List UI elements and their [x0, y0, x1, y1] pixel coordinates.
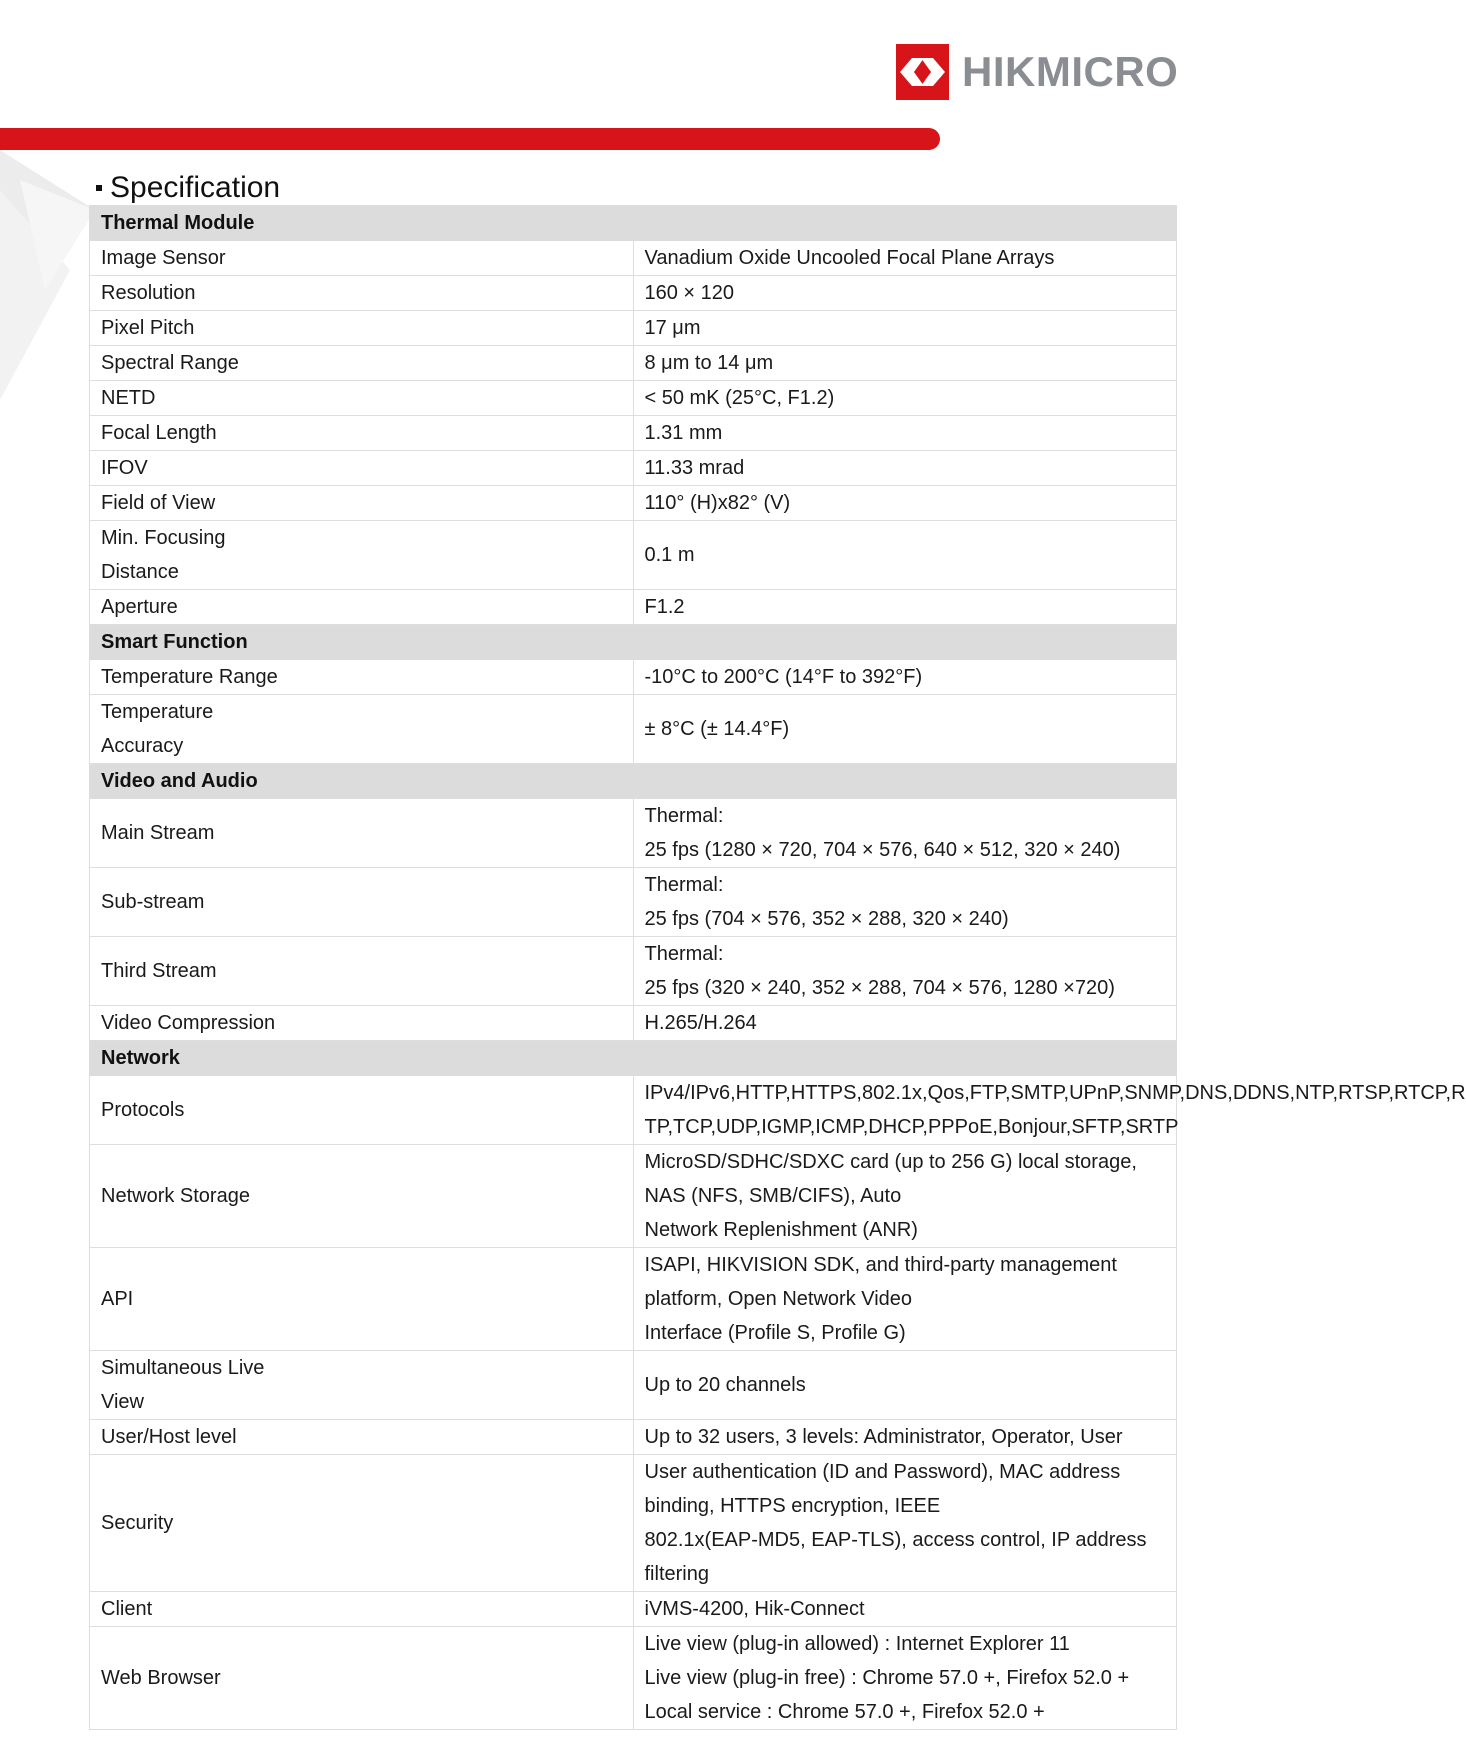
- spec-value-line: ISAPI, HIKVISION SDK, and third-party management platform, Open Network Video: [644, 1254, 1117, 1310]
- spec-label-line: Sub-stream: [101, 891, 205, 913]
- specification-table: [89, 205, 1466, 1730]
- spec-value-line: < 50 mK (25°C, F1.2): [644, 387, 835, 409]
- spec-value: [633, 381, 1177, 416]
- spec-value-line: Thermal:: [644, 943, 724, 965]
- spec-label-line: Protocols: [101, 1099, 185, 1121]
- spec-row: [90, 381, 1177, 416]
- spec-label-line: Focal Length: [101, 422, 217, 444]
- spec-value-line: TP,TCP,UDP,IGMP,ICMP,DHCP,PPPoE,Bonjour,SFTP,SRTP: [644, 1116, 1179, 1138]
- page-title-text: Specification: [110, 171, 281, 204]
- spec-label-line: Simultaneous Live: [101, 1357, 265, 1379]
- spec-label-line: NETD: [101, 387, 156, 409]
- spec-label: [90, 937, 634, 1006]
- spec-value-line: Local service : Chrome 57.0 +, Firefox 52.0 +: [644, 1701, 1045, 1723]
- spec-row: [90, 695, 1177, 764]
- spec-value: [633, 1351, 1177, 1420]
- spec-value: [633, 799, 1177, 868]
- section-header-row: [90, 1041, 1177, 1076]
- spec-label-line: Client: [101, 1598, 153, 1620]
- spec-label: [90, 660, 634, 695]
- spec-value-line: F1.2: [644, 596, 685, 618]
- spec-value-line: 0.1 m: [644, 544, 695, 566]
- spec-row: [90, 1420, 1177, 1455]
- spec-value: [633, 521, 1177, 590]
- spec-label: [90, 521, 634, 590]
- spec-value-line: Thermal:: [644, 874, 724, 896]
- spec-value-line: 160 × 120: [644, 282, 735, 304]
- section-title: Network: [90, 1041, 1177, 1076]
- spec-row: [90, 1145, 1177, 1248]
- spec-label: [90, 1145, 634, 1248]
- section-title: Thermal Module: [90, 206, 1177, 241]
- spec-label: [90, 1351, 634, 1420]
- spec-label: [90, 868, 634, 937]
- spec-label-line: User/Host level: [101, 1426, 237, 1448]
- spec-value: [633, 1420, 1177, 1455]
- spec-value: [633, 1627, 1177, 1730]
- spec-label: [90, 416, 634, 451]
- spec-value-line: Thermal:: [644, 805, 724, 827]
- spec-value-line: 802.1x(EAP-MD5, EAP-TLS), access control, IP address filtering: [644, 1529, 1147, 1585]
- spec-label: [90, 346, 634, 381]
- spec-value-line: 11.33 mrad: [644, 457, 745, 479]
- spec-row: [90, 451, 1177, 486]
- spec-row: [90, 1076, 1177, 1145]
- spec-value-line: 110° (H)x82° (V): [644, 492, 791, 514]
- section-title: Smart Function: [90, 625, 1177, 660]
- spec-value-line: Live view (plug-in free) : Chrome 57.0 +, Firefox 52.0 +: [644, 1667, 1130, 1689]
- spec-label-line: Spectral Range: [101, 352, 239, 374]
- spec-value: [633, 486, 1177, 521]
- spec-label-line: Temperature: [101, 701, 214, 723]
- spec-row: [90, 311, 1177, 346]
- spec-row: [90, 1351, 1177, 1420]
- spec-value: [633, 695, 1177, 764]
- decorative-triangles: [0, 150, 95, 400]
- spec-value-line: Up to 20 channels: [644, 1374, 806, 1396]
- spec-label-line: Image Sensor: [101, 247, 226, 269]
- spec-label: [90, 241, 634, 276]
- spec-label: [90, 1455, 634, 1592]
- spec-label-line: Web Browser: [101, 1667, 221, 1689]
- spec-value-line: iVMS-4200, Hik-Connect: [644, 1598, 865, 1620]
- spec-row: [90, 346, 1177, 381]
- spec-row: [90, 486, 1177, 521]
- spec-label: [90, 486, 634, 521]
- spec-row: [90, 1006, 1177, 1041]
- spec-label-line: Video Compression: [101, 1012, 276, 1034]
- spec-label-line: Network Storage: [101, 1185, 250, 1207]
- spec-row: [90, 868, 1177, 937]
- spec-value: [633, 1248, 1177, 1351]
- spec-value-line: 1.31 mm: [644, 422, 723, 444]
- spec-value-line: MicroSD/SDHC/SDXC card (up to 256 G) local storage, NAS (NFS, SMB/CIFS), Auto: [644, 1151, 1137, 1207]
- spec-label: [90, 1006, 634, 1041]
- spec-value: [633, 416, 1177, 451]
- spec-label-line: Resolution: [101, 282, 196, 304]
- spec-value-line: IPv4/IPv6,HTTP,HTTPS,802.1x,Qos,FTP,SMTP,UPnP,SNMP,DNS,DDNS,NTP,RTSP,RTCP,R: [644, 1082, 1466, 1104]
- spec-label-line: Accuracy: [101, 735, 184, 757]
- spec-value: [633, 346, 1177, 381]
- spec-label: [90, 1592, 634, 1627]
- bullet-icon: [96, 185, 102, 191]
- spec-value: [633, 937, 1177, 1006]
- section-header-row: [90, 625, 1177, 660]
- spec-label-line: Field of View: [101, 492, 216, 514]
- spec-row: [90, 1248, 1177, 1351]
- spec-value: [633, 1455, 1177, 1592]
- spec-label: [90, 1248, 634, 1351]
- spec-label: [90, 799, 634, 868]
- spec-value-line: ± 8°C (± 14.4°F): [644, 718, 790, 740]
- spec-row: [90, 1455, 1177, 1592]
- spec-value: [633, 451, 1177, 486]
- spec-value: [633, 868, 1177, 937]
- brand-name: HIKMICRO: [962, 48, 1179, 95]
- spec-label-line: View: [101, 1391, 144, 1413]
- spec-label: [90, 1076, 634, 1145]
- spec-label-line: Temperature Range: [101, 666, 278, 688]
- header-red-bar: [0, 128, 940, 150]
- spec-label: [90, 451, 634, 486]
- hikmicro-logo-icon: [896, 44, 949, 100]
- spec-value: [633, 660, 1177, 695]
- section-header-row: [90, 206, 1177, 241]
- brand-logo: [896, 44, 1178, 100]
- spec-value: [633, 1592, 1177, 1627]
- spec-label: [90, 695, 634, 764]
- spec-value: [633, 1076, 1466, 1145]
- spec-row: [90, 937, 1177, 1006]
- spec-value: [633, 590, 1177, 625]
- spec-label-line: Distance: [101, 561, 179, 583]
- spec-value-line: Network Replenishment (ANR): [644, 1219, 918, 1241]
- spec-value-line: Interface (Profile S, Profile G): [644, 1322, 906, 1344]
- spec-row: [90, 276, 1177, 311]
- section-header-row: [90, 764, 1177, 799]
- spec-value: [633, 311, 1177, 346]
- spec-label: [90, 381, 634, 416]
- spec-label-line: Aperture: [101, 596, 178, 618]
- spec-label-line: Min. Focusing: [101, 527, 226, 549]
- spec-value-line: -10°C to 200°C (14°F to 392°F): [644, 666, 923, 688]
- spec-row: [90, 799, 1177, 868]
- spec-label: [90, 1627, 634, 1730]
- spec-label-line: API: [101, 1288, 134, 1310]
- spec-row: [90, 1592, 1177, 1627]
- spec-row: [90, 660, 1177, 695]
- spec-label-line: Third Stream: [101, 960, 217, 982]
- spec-value-line: 17 μm: [644, 317, 701, 339]
- spec-label: [90, 1420, 634, 1455]
- spec-value-line: 8 μm to 14 μm: [644, 352, 774, 374]
- spec-value-line: 25 fps (704 × 576, 352 × 288, 320 × 240): [644, 908, 1009, 930]
- spec-label: [90, 311, 634, 346]
- spec-value-line: Up to 32 users, 3 levels: Administrator, Operator, User: [644, 1426, 1123, 1448]
- spec-value: [633, 1145, 1177, 1248]
- spec-value-line: Vanadium Oxide Uncooled Focal Plane Arrays: [644, 247, 1055, 269]
- spec-row: [90, 590, 1177, 625]
- spec-value-line: User authentication (ID and Password), MAC address binding, HTTPS encryption, IEEE: [644, 1461, 1121, 1517]
- spec-row: [90, 1627, 1177, 1730]
- section-title: Video and Audio: [90, 764, 1177, 799]
- spec-row: [90, 241, 1177, 276]
- spec-row: [90, 416, 1177, 451]
- spec-value: [633, 1006, 1177, 1041]
- spec-value-line: H.265/H.264: [644, 1012, 757, 1034]
- spec-label: [90, 590, 634, 625]
- page-title: [96, 168, 280, 208]
- spec-label: [90, 276, 634, 311]
- spec-row: [90, 521, 1177, 590]
- spec-value-line: Live view (plug-in allowed) : Internet Explorer 11: [644, 1633, 1070, 1655]
- spec-label-line: IFOV: [101, 457, 148, 479]
- spec-label-line: Pixel Pitch: [101, 317, 195, 339]
- spec-value-line: 25 fps (320 × 240, 352 × 288, 704 × 576, 1280 ×720): [644, 977, 1115, 999]
- spec-value: [633, 276, 1177, 311]
- spec-label-line: Security: [101, 1512, 174, 1534]
- spec-value-line: 25 fps (1280 × 720, 704 × 576, 640 × 512, 320 × 240): [644, 839, 1121, 861]
- spec-value: [633, 241, 1177, 276]
- spec-label-line: Main Stream: [101, 822, 215, 844]
